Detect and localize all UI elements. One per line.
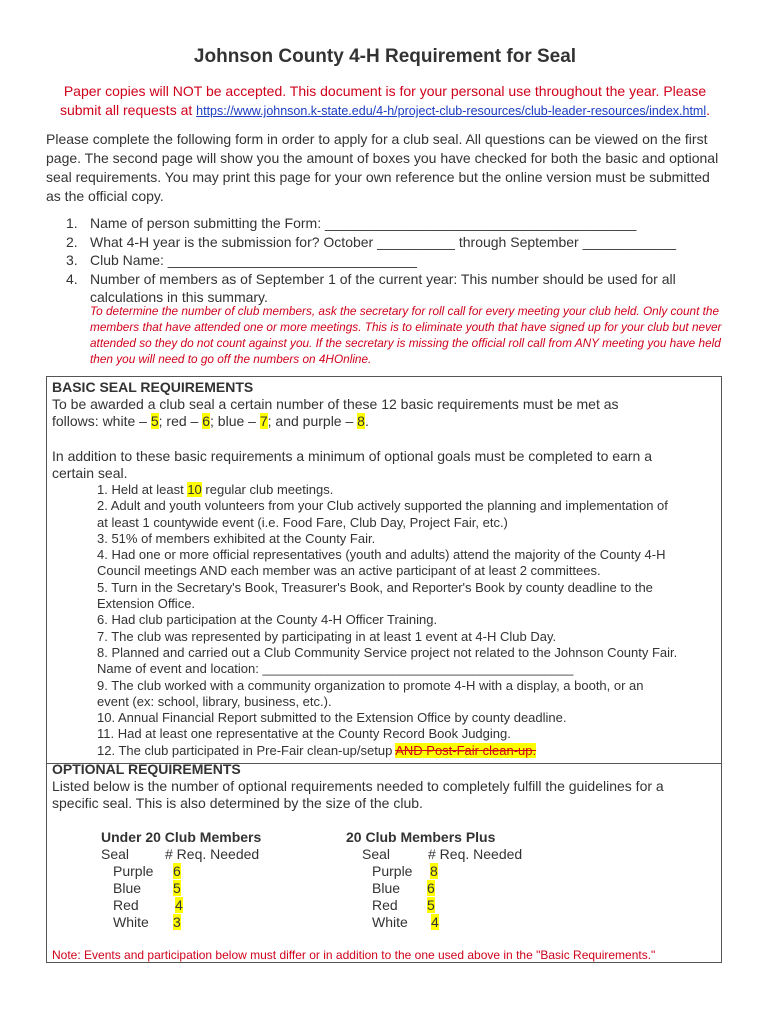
- plus20-seal: Purple: [372, 863, 413, 879]
- req-1-number: 10: [187, 482, 202, 497]
- under20-count: 6: [173, 863, 181, 879]
- question-number: 3.: [66, 252, 78, 268]
- under20-seal: White: [113, 914, 149, 930]
- under20-seal: Blue: [113, 880, 142, 896]
- plus20-count: 4: [431, 914, 439, 930]
- requirement-item: 2. Adult and youth volunteers from your Club actively supported the planning and implementation of: [97, 498, 668, 514]
- requirement-item-cont: at least 1 countywide event (i.e. Food Fare, Club Day, Project Fair, etc.): [97, 514, 508, 530]
- requirement-item: 4. Had one or more official representatives (youth and adults) attend the majority of the County 4-H: [97, 547, 666, 563]
- basic-requirements-list: [97, 482, 717, 759]
- question-item: [46, 251, 726, 270]
- requirement-item: [97, 482, 717, 498]
- under20-seal: Red: [113, 897, 139, 913]
- blue-count: 7: [259, 413, 268, 429]
- under20-seal-header: Seal: [101, 846, 130, 862]
- req-1-pre: 1. Held at least: [97, 482, 188, 497]
- question-item: [46, 233, 726, 252]
- requirement-item: 11. Had at least one representative at the County Record Book Judging.: [97, 726, 511, 742]
- basic-line-1: To be awarded a club seal a certain number of these 12 basic requirements must be met as: [52, 396, 619, 412]
- under20-count: 4: [175, 897, 183, 913]
- red-count: 6: [202, 413, 211, 429]
- req-12-pre: 12. The club participated in Pre-Fair clean-up/setup: [97, 742, 396, 758]
- optional-line-2: specific seal. This is also determined by the size of the club.: [52, 795, 423, 811]
- plus20-seal: Red: [372, 897, 398, 913]
- requirement-item-cont: event (ex: school, library, business, etc.).: [97, 693, 332, 709]
- red-label: ; red –: [158, 413, 203, 429]
- requirement-item-cont: Extension Office.: [97, 596, 196, 612]
- req-1-post: regular club meetings.: [201, 482, 334, 497]
- question-text: Number of members as of September 1 of the current year: This number should be used for all calculations in this summary.: [90, 270, 676, 305]
- requirement-item: 7. The club was represented by participating in at least 1 event at 4-H Club Day.: [97, 628, 557, 644]
- club-leader-resources-link[interactable]: https://www.johnson.k-state.edu/4-h/project-club-resources/club-leader-resources/index.html: [196, 104, 707, 118]
- notice-line-2: [40, 101, 730, 121]
- requirement-item-cont: Name of event and location: ___________________________________________: [97, 661, 574, 677]
- req-12-struck: AND Post-Fair clean-up.: [395, 742, 537, 758]
- question-text: Club Name: ________________________________: [90, 252, 417, 268]
- basic-heading: BASIC SEAL REQUIREMENTS: [52, 379, 254, 395]
- under20-count-header: # Req. Needed: [165, 846, 260, 862]
- plus20-count: 8: [430, 863, 438, 879]
- plus20-seal: White: [372, 914, 408, 930]
- optional-line-1: Listed below is the number of optional requirements needed to completely fulfill the guidelines for a: [52, 778, 664, 794]
- plus20-count: 5: [427, 897, 435, 913]
- member-count-note: To determine the number of club members, ask the secretary for roll call for every meeting your club held. Only count the members that have attended one or more meetings. This is to eliminate youth that have signed up for your club but never attended so they do not count against you. If the secretary is missing the official roll call from ANY meeting you have held then you will need to go off the numbers on 4HOnline.: [90, 304, 722, 366]
- purple-count: 8: [357, 413, 365, 429]
- plus20-seal-header: Seal: [362, 846, 391, 862]
- plus20-seal: Blue: [372, 880, 401, 896]
- requirement-item: 8. Planned and carried out a Club Community Service project not related to the Johnson County Fair.: [97, 644, 678, 660]
- follows-end: .: [364, 413, 369, 429]
- requirement-item: [97, 743, 717, 759]
- notice-suffix: .: [706, 102, 711, 118]
- under20-title: Under 20 Club Members: [101, 829, 262, 845]
- question-number: 2.: [66, 233, 78, 250]
- basic-follows-line: [52, 413, 369, 429]
- requirement-item: 10. Annual Financial Report submitted to the Extension Office by county deadline.: [97, 710, 567, 726]
- requirement-item: 5. Turn in the Secretary's Book, Treasurer's Book, and Reporter's Book by county deadline to the: [97, 579, 653, 595]
- white-count: 5: [150, 413, 159, 429]
- question-text: Name of person submitting the Form: ________________________________________: [90, 215, 637, 231]
- notice-prefix: submit all requests at: [59, 102, 197, 118]
- blue-label: ; blue –: [210, 413, 260, 429]
- events-note: Note: Events and participation below must differ or in addition to the one used above in the "Basic Requirements.": [52, 948, 656, 962]
- question-text: What 4-H year is the submission for? October __________ through September ____________: [90, 233, 677, 250]
- question-item: [46, 270, 726, 307]
- question-number: 4.: [66, 270, 78, 287]
- plus20-title: 20 Club Members Plus: [346, 829, 496, 845]
- under20-seal: Purple: [113, 863, 154, 879]
- plus20-count-header: # Req. Needed: [428, 846, 523, 862]
- question-item: [46, 214, 726, 233]
- paper-copy-notice: [40, 82, 730, 121]
- under20-count: 3: [173, 914, 181, 930]
- question-list: [46, 214, 726, 307]
- follows-prefix: follows: white –: [52, 413, 151, 429]
- requirement-item: 6. Had club participation at the County 4-H Officer Training.: [97, 612, 438, 628]
- page-title: Johnson County 4-H Requirement for Seal: [193, 46, 577, 67]
- plus20-count: 6: [427, 880, 435, 896]
- requirement-item: 9. The club worked with a community organization to promote 4-H with a display, a booth, or an: [97, 677, 644, 693]
- additional-line-1: In addition to these basic requirements a minimum of optional goals must be completed to earn a: [52, 448, 652, 464]
- requirement-item-cont: Council meetings AND each member was an active participant of at least 2 committees.: [97, 563, 601, 579]
- question-number: 1.: [66, 215, 78, 231]
- notice-line-1: Paper copies will NOT be accepted. This document is for your personal use throughout the year. Please: [63, 83, 707, 99]
- under20-count: 5: [173, 880, 181, 896]
- additional-line-2: certain seal.: [52, 465, 128, 481]
- purple-label: ; and purple –: [267, 413, 358, 429]
- optional-heading: OPTIONAL REQUIREMENTS: [52, 761, 241, 777]
- requirement-item: 3. 51% of members exhibited at the County Fair.: [97, 530, 376, 546]
- intro-paragraph: Please complete the following form in order to apply for a club seal. All questions can be viewed on the first page. The second page will show you the amount of boxes you have checked for both the basic and optional seal requirements. You may print this page for your own reference but the online version must be submitted as the official copy.: [46, 131, 719, 204]
